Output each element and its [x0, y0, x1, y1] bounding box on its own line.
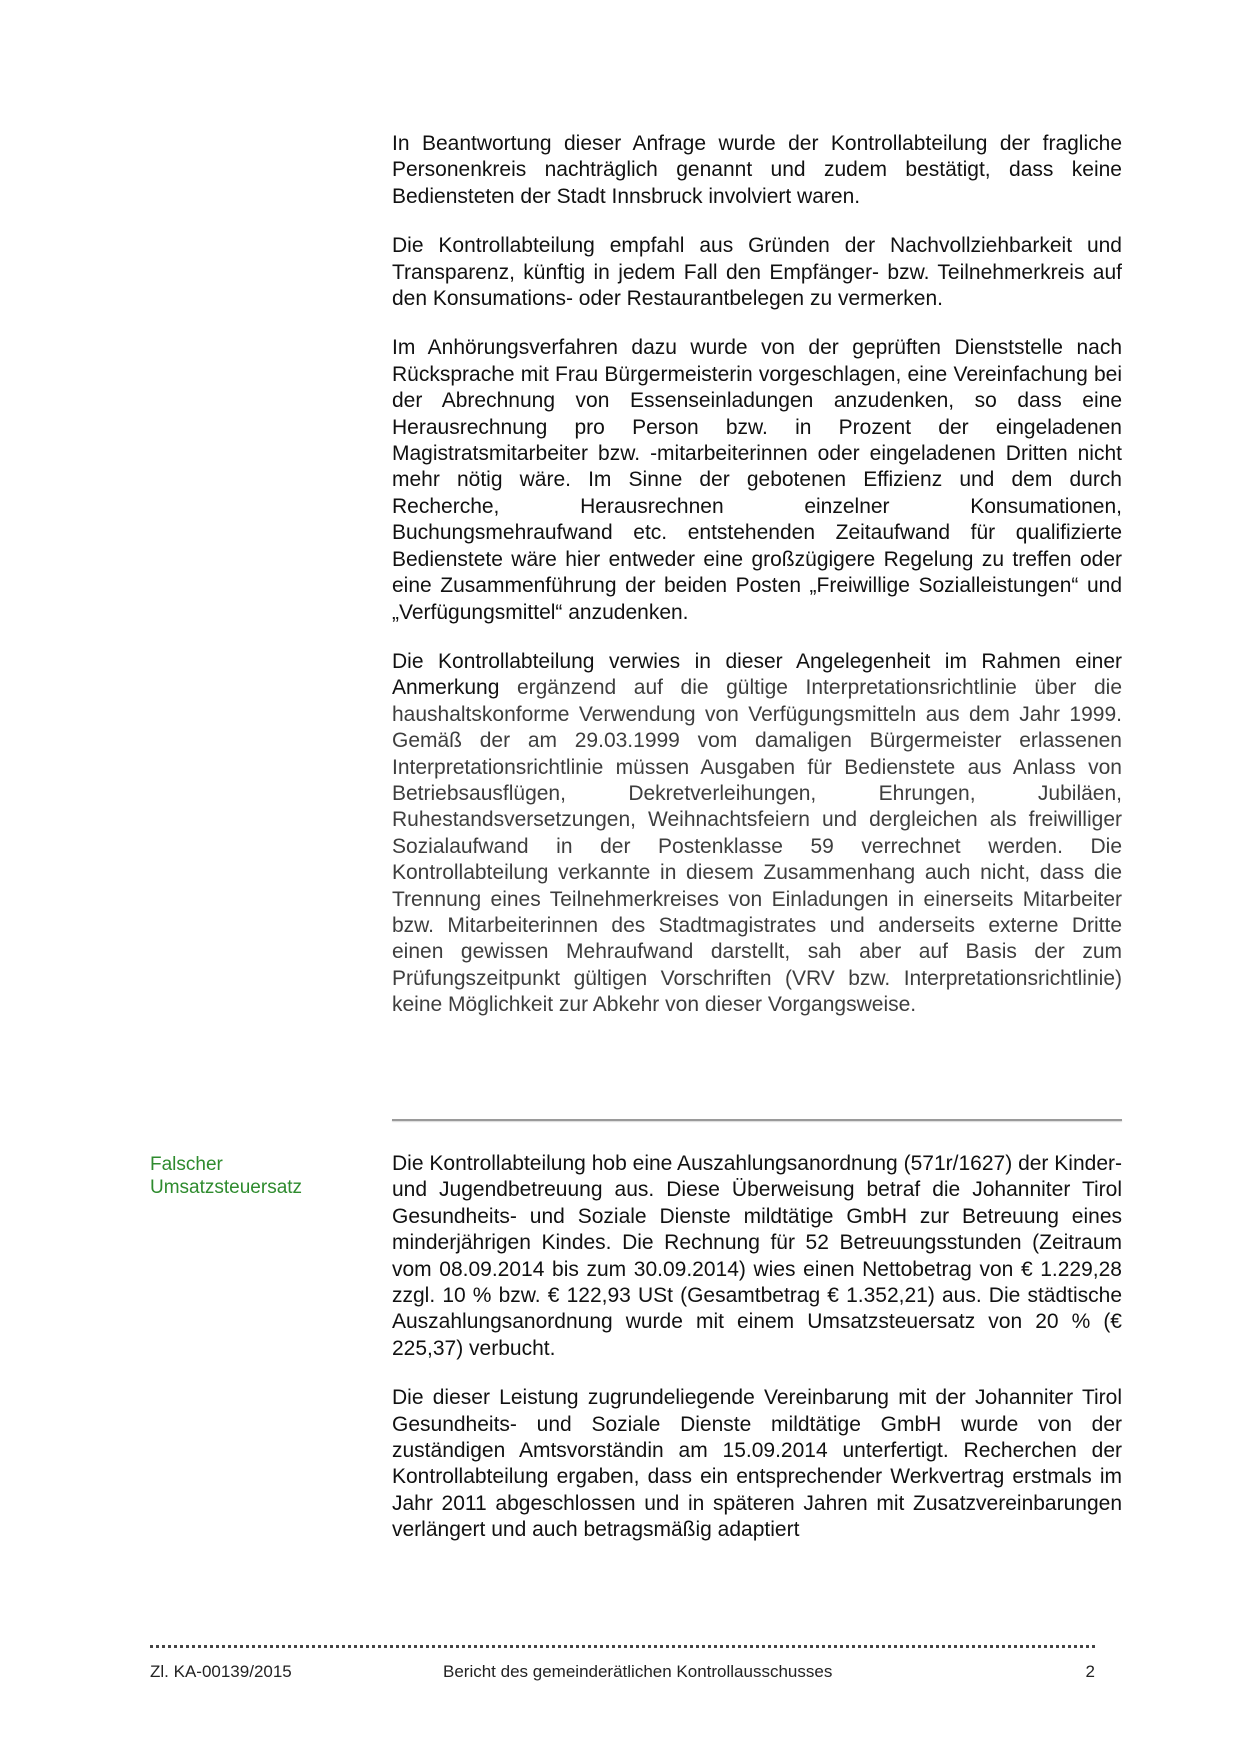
footer-page-number: 2 [1085, 1662, 1095, 1681]
paragraph-note-lead: Die Kontrollabteilung verwies in dieser Angelegenheit im Rahmen einer Anmerkung [392, 649, 1122, 700]
body-text-section [392, 1151, 1122, 1544]
paragraph-hearing-procedure: Im Anhörungsverfahren dazu wurde von der geprüften Dienststelle nach Rücksprache mit Frau Bürgermeisterin vorgeschlagen, eine Vereinfachung bei der Abrechnung von Essenseinladungen anzudenken, so dass eine Herausrechnung pro Person bzw. in Prozent der eingeladenen Magistratsmitarbeiter bzw. -mitarbeiterinnen oder eingeladenen Dritten nicht mehr nötig wäre. Im Sinne der gebotenen Effizienz und dem durch Recherche, Herausrechnen einzelner Konsumationen, Buchungsmehraufwand etc. entstehenden Zeitaufwand für qualifizierte Bedienstete wäre hier entweder eine großzügigere Regelung zu treffen oder eine Zusammenführung der beiden Posten „Freiwillige Sozialleistungen“ und „Verfügungsmittel“ anzudenken. [392, 336, 1122, 624]
paragraph-recommendation: Die Kontrollabteilung empfahl aus Gründen der Nachvollziehbarkeit und Transparenz, künftig in jedem Fall den Empfänger- bzw. Teilnehmerkreis auf den Konsumations- oder Restaurantbelegen zu vermerken. [392, 234, 1122, 311]
paragraph-note-rest: ergänzend auf die gültige Interpretationsrichtlinie über die haushaltskonforme Verwendung von Verfügungsmitteln aus dem Jahr 1999. Gemäß der am 29.03.1999 vom damaligen Bürgermeister erlassenen Interpretationsrichtlinie müssen Ausgaben für Bedienstete aus Anlass von Betriebsausflügen, Dekretverleihungen, Ehrungen, Jubiläen, Ruhestandsversetzungen, Weihnachtsfeiern und dergleichen als freiwilliger Sozialaufwand in der Postenklasse 59 verrechnet werden. Die Kontrollabteilung verkannte in diesem Zusammenhang auch nicht, dass die Trennung eines Teilnehmerkreises von Einladungen in einerseits Mitarbeiter bzw. Mitarbeiterinnen des Stadtmagistrates und anderseits externe Dritte einen gewissen Mehraufwand darstellt, sah aber auf Basis der zum Prüfungszeitpunkt gültigen Vorschriften (VRV bzw. Interpretationsrichtlinie) keine Möglichkeit zur Abkehr von dieser Vorgangsweise. [392, 676, 1122, 1017]
paragraph-note [392, 649, 1122, 1019]
paragraph-response: In Beantwortung dieser Anfrage wurde der Kontrollabteilung der fragliche Personenkreis nachträglich genannt und zudem bestätigt, dass keine Bediensteten der Stadt Innsbruck involviert waren. [392, 132, 1122, 208]
section-separator [392, 1119, 1122, 1121]
margin-title-line-2: Umsatzsteuersatz [150, 1177, 303, 1198]
footer-title: Bericht des gemeinderätlichen Kontrollausschusses [443, 1662, 833, 1681]
paragraph-agreement: Die dieser Leistung zugrundeliegende Vereinbarung mit der Johanniter Tirol Gesundheits- und Soziale Dienste mildtätige GmbH wurde von der zuständigen Amtsvorständin am 15.09.2014 unterfertigt. Recherchen der Kontrollabteilung ergaben, dass ein entsprechender Werkvertrag erstmals im Jahr 2011 abgeschlossen und in späteren Jahren mit Zusatzvereinbarungen verlängert und auch betragsmäßig adaptiert [392, 1386, 1122, 1542]
body-text-top [392, 131, 1122, 1019]
margin-section-title [150, 1153, 350, 1199]
margin-title-line-1: Falscher [150, 1154, 223, 1175]
footer-dotted-rule [150, 1635, 1095, 1648]
footer-reference: Zl. KA-00139/2015 [150, 1662, 292, 1681]
paragraph-payment-order: Die Kontrollabteilung hob eine Auszahlungsanordnung (571r/1627) der Kinder- und Jugendbetreuung aus. Diese Überweisung betraf die Johanniter Tirol Gesundheits- und Soziale Dienste mildtätige GmbH zur Betreuung eines minderjährigen Kindes. Die Rechnung für 52 Betreuungsstunden (Zeitraum vom 08.09.2014 bis zum 30.09.2014) wies einen Nettobetrag von € 1.229,28 zzgl. 10 % bzw. € 122,93 USt (Gesamtbetrag € 1.352,21) aus. Die städtische Auszahlungsanordnung wurde mit einem Umsatzsteuersatz von 20 % (€ 225,37) verbucht. [392, 1152, 1122, 1360]
